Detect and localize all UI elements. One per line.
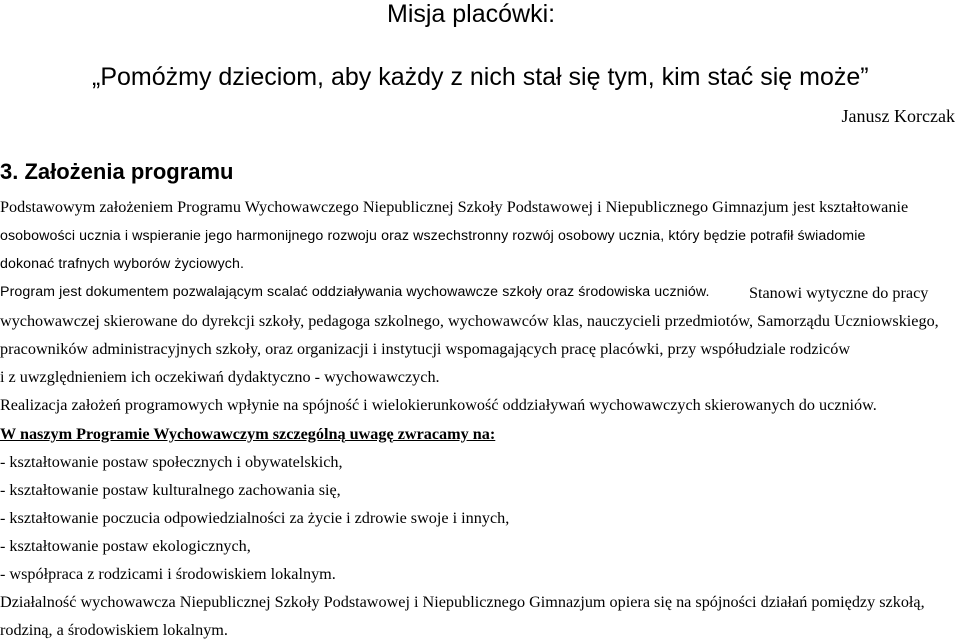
list-item: - kształtowanie postaw kulturalnego zachowania się, xyxy=(0,481,341,499)
paragraph-line: Stanowi wytyczne do pracy xyxy=(749,284,929,302)
paragraph-line: Realizacja założeń programowych wpłynie na spójność i wielokierunkowość oddziaływań wychowawczych skierowanych do uczniów. xyxy=(0,396,877,414)
section-title: 3. Założenia programu xyxy=(0,159,234,184)
paragraph-line: pracowników administracyjnych szkoły, oraz organizacji i instytucji wspomagających pracę placówki, przy współudziale rodziców xyxy=(0,340,851,358)
paragraph-line: i z uwzględnieniem ich oczekiwań dydaktyczno - wychowawczych. xyxy=(0,368,440,386)
paragraph-line: dokonać trafnych wyborów życiowych. xyxy=(0,256,245,272)
paragraph-line: Działalność wychowawcza Niepublicznej Szkoły Podstawowej i Niepublicznego Gimnazjum opiera się na spójności działań pomiędzy szkołą, xyxy=(0,593,925,611)
motto-quote: „Pomóżmy dzieciom, aby każdy z nich stał się tym, kim stać się może” xyxy=(92,63,869,91)
page-heading: Misja placówki: xyxy=(387,0,556,28)
paragraph-line: Podstawowym założeniem Programu Wychowawczego Niepublicznej Szkoły Podstawowej i Niepublicznego Gimnazjum jest kształtowanie xyxy=(0,198,909,216)
list-item: - kształtowanie postaw ekologicznych, xyxy=(0,537,251,555)
paragraph-line: osobowości ucznia i wspieranie jego harmonijnego rozwoju oraz wszechstronny rozwój osobowy ucznia, który będzie potrafił świadomie xyxy=(0,228,866,244)
paragraph-line: rodziną, a środowiskiem lokalnym. xyxy=(0,621,228,639)
paragraph-line: Program jest dokumentem pozwalającym scalać oddziaływania wychowawcze szkoły oraz środowiska uczniów. xyxy=(0,284,710,300)
list-item: - kształtowanie poczucia odpowiedzialności za życie i zdrowie swoje i innych, xyxy=(0,509,510,527)
emphasis-heading: W naszym Programie Wychowawczym szczególną uwagę zwracamy na: xyxy=(0,425,496,443)
list-item: - współpraca z rodzicami i środowiskiem lokalnym. xyxy=(0,565,336,583)
quote-author: Janusz Korczak xyxy=(841,106,955,126)
paragraph-line: wychowawczej skierowane do dyrekcji szkoły, pedagoga szkolnego, wychowawców klas, nauczycieli przedmiotów, Samorządu Uczniowskiego, xyxy=(0,312,939,330)
list-item: - kształtowanie postaw społecznych i obywatelskich, xyxy=(0,453,343,471)
